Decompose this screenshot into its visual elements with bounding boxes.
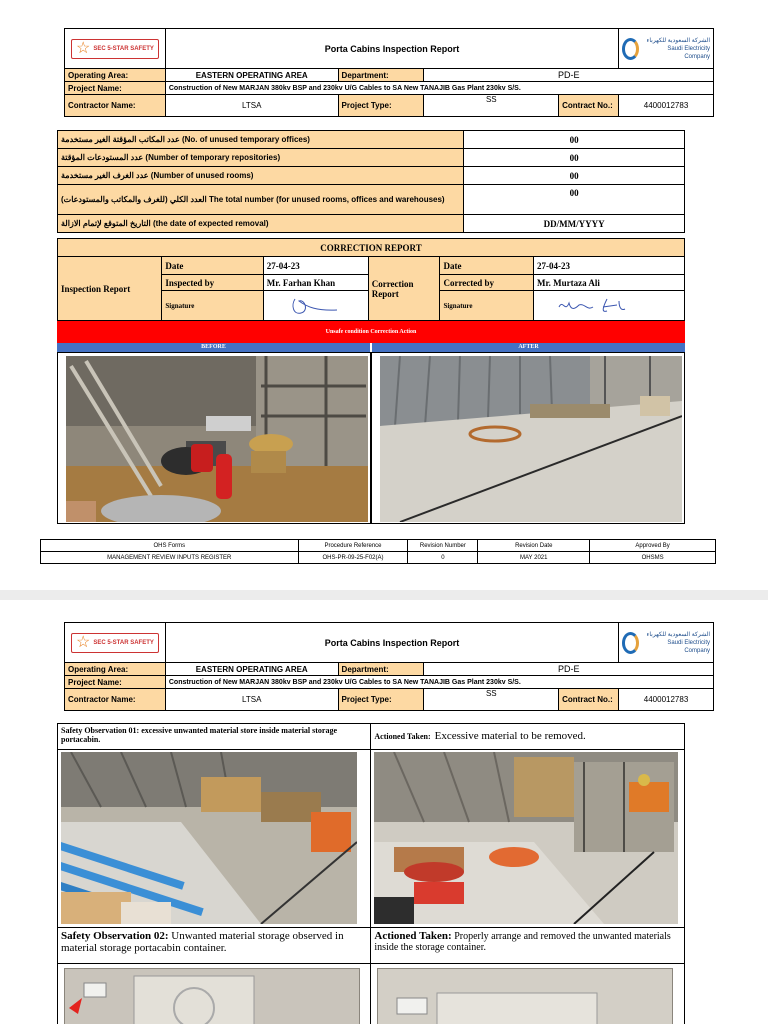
- inspected-by-label: Inspected by: [162, 275, 263, 291]
- inspector-signature-scribble: [267, 293, 363, 319]
- footer-header: Revision Number: [408, 540, 478, 552]
- operating-area-value: EASTERN OPERATING AREA: [165, 69, 338, 82]
- contractor-value: LTSA: [165, 95, 338, 117]
- department-label: Department:: [338, 69, 424, 82]
- inspection-report-label: Inspection Report: [58, 257, 162, 321]
- stat-value: 00: [464, 131, 685, 149]
- form-footer-table: [40, 539, 716, 564]
- observation-02-label: Safety Observation 02:: [61, 930, 169, 942]
- operating-area-value: EASTERN OPERATING AREA: [165, 663, 338, 676]
- footer-header: Revision Date: [478, 540, 590, 552]
- contract-no-value: 4400012783: [619, 689, 714, 711]
- inspector-signature-label: Signature: [162, 291, 263, 321]
- sec-company-logo: الشركة السعودية للكهرباء Saudi Electricity Company: [619, 29, 714, 69]
- action-01-cell: [371, 724, 685, 750]
- project-name-label: Project Name:: [65, 676, 166, 689]
- project-name-label: Project Name:: [65, 82, 166, 95]
- corrector-signature: [533, 291, 684, 321]
- corrected-by-label: Corrected by: [440, 275, 533, 291]
- sec-company-logo: الشركة السعودية للكهرباء Saudi Electricity Company: [619, 623, 714, 663]
- footer-value: MANAGEMENT REVIEW INPUTS REGISTER: [41, 552, 299, 564]
- star-icon: ☆: [75, 633, 91, 651]
- operating-area-label: Operating Area:: [65, 69, 166, 82]
- department-label: Department:: [338, 663, 424, 676]
- action-02-photo: [377, 968, 673, 1024]
- inspection-date-value: 27-04-23: [263, 257, 368, 275]
- safety-observations-table: [57, 723, 685, 1024]
- cabin-stats-table: [57, 130, 685, 233]
- contractor-value: LTSA: [165, 689, 338, 711]
- after-photo: [380, 356, 682, 522]
- correction-report-table: [57, 238, 685, 321]
- inspection-date-label: Date: [162, 257, 263, 275]
- action-02-label: Actioned Taken:: [374, 930, 452, 942]
- stat-label: عدد المكاتب المؤقتة الغير مستخدمة (No. of unused temporary offices): [58, 131, 464, 149]
- stat-label: التاريخ المتوقع لإتمام الازالة (the date of expected removal): [58, 215, 464, 233]
- correction-report-heading: CORRECTION REPORT: [58, 239, 685, 257]
- stat-label: عدد الغرف الغير مستخدمة (Number of unused rooms): [58, 167, 464, 185]
- observation-02-cell: [58, 928, 371, 964]
- action-02-text: Properly arrange and removed the unwanted materials inside the storage container.: [374, 931, 671, 953]
- stat-value: 00: [464, 149, 685, 167]
- project-type-label: Project Type:: [338, 689, 424, 711]
- department-value: PD-E: [424, 663, 714, 676]
- stat-value: DD/MM/YYYY: [464, 215, 685, 233]
- action-02-cell: [371, 928, 685, 964]
- footer-value: OHS-PR-09-25-F02(A): [298, 552, 408, 564]
- footer-value: OHSMS: [590, 552, 716, 564]
- corrected-by-value: Mr. Murtaza Ali: [533, 275, 684, 291]
- corrector-signature-scribble: [537, 293, 681, 319]
- before-photo-frame: [57, 352, 371, 524]
- corrector-signature-label: Signature: [440, 291, 533, 321]
- stat-value: 00: [464, 185, 685, 215]
- report-header: [64, 622, 714, 711]
- department-value: PD-E: [424, 69, 714, 82]
- before-label: BEFORE: [57, 343, 370, 352]
- stat-label: عدد المستودعات المؤقتة (Number of temporary repositories): [58, 149, 464, 167]
- observation-01-photo-cell: [58, 750, 371, 928]
- project-name-value: Construction of New MARJAN 380kv BSP and 230kv U/G Cables to SA New TANAJIB Gas Plant 230kv S/S.: [165, 82, 713, 95]
- correction-date-label: Date: [440, 257, 533, 275]
- stat-label: العدد الكلي (للغرف والمكاتب والمستودعات) The total number (for unused rooms, offices and warehouses): [58, 185, 464, 215]
- project-type-value: SS: [424, 95, 559, 117]
- observation-02-photo: [64, 968, 360, 1024]
- unsafe-condition-banner: Unsafe condition Correction Action: [57, 321, 685, 343]
- observation-01-text: Safety Observation 01: excessive unwanted material store inside material storage portacabin.: [58, 724, 371, 750]
- before-photo: [66, 356, 368, 522]
- action-01-photo-cell: [371, 750, 685, 928]
- project-type-label: Project Type:: [338, 95, 424, 117]
- footer-value: MAY 2021: [478, 552, 590, 564]
- observation-02-photo-cell: [58, 964, 371, 1024]
- project-name-value: Construction of New MARJAN 380kv BSP and 230kv U/G Cables to SA New TANAJIB Gas Plant 230kv S/S.: [165, 676, 713, 689]
- footer-header: OHS Forms: [41, 540, 299, 552]
- contract-no-label: Contract No.:: [559, 95, 619, 117]
- star-icon: ☆: [75, 39, 91, 57]
- report-title: Porta Cabins Inspection Report: [165, 623, 618, 663]
- after-photo-frame: [371, 352, 685, 524]
- sec-swirl-icon: [622, 38, 639, 60]
- report-title: Porta Cabins Inspection Report: [165, 29, 618, 69]
- stat-value: 00: [464, 167, 685, 185]
- action-02-photo-cell: [371, 964, 685, 1024]
- sec-five-star-logo: ☆ SEC 5-STAR SAFETY: [65, 623, 166, 663]
- action-01-text: Excessive material to be removed.: [434, 730, 586, 742]
- observation-02-text: Unwanted material storage observed in material storage portacabin container.: [61, 930, 344, 954]
- report-page-2: [0, 600, 768, 1024]
- footer-header: Procedure Reference: [298, 540, 408, 552]
- correction-report-label: Correction Report: [368, 257, 440, 321]
- report-header: [64, 28, 714, 117]
- contract-no-value: 4400012783: [619, 95, 714, 117]
- sec-swirl-icon: [622, 632, 639, 654]
- footer-header: Approved By: [590, 540, 716, 552]
- sec-five-star-logo: ☆ SEC 5-STAR SAFETY: [65, 29, 166, 69]
- contract-no-label: Contract No.:: [559, 689, 619, 711]
- footer-value: 0: [408, 552, 478, 564]
- inspector-signature: [263, 291, 368, 321]
- contractor-label: Contractor Name:: [65, 95, 166, 117]
- after-label: AFTER: [372, 343, 685, 352]
- contractor-label: Contractor Name:: [65, 689, 166, 711]
- correction-date-value: 27-04-23: [533, 257, 684, 275]
- action-01-photo: [374, 752, 678, 924]
- observation-01-photo: [61, 752, 357, 924]
- operating-area-label: Operating Area:: [65, 663, 166, 676]
- project-type-value: SS: [424, 689, 559, 711]
- inspected-by-value: Mr. Farhan Khan: [263, 275, 368, 291]
- action-01-label: Actioned Taken:: [374, 732, 431, 741]
